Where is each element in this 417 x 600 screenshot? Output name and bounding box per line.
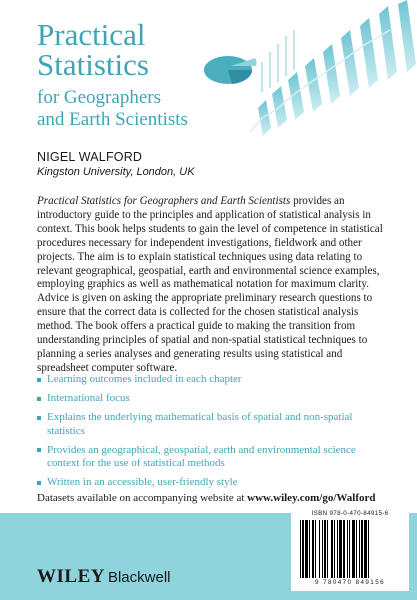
website-link[interactable]: www.wiley.com/go/Walford <box>247 492 376 504</box>
blurb-book-title: Practical Statistics for Geographers and Earth Scientists <box>37 195 291 207</box>
barcode-icon <box>300 520 400 578</box>
wiley-wordmark: WILEY <box>37 566 105 587</box>
bullet-icon <box>37 416 41 420</box>
barcode-stripe <box>347 520 348 578</box>
barcode-stripe <box>349 520 350 578</box>
feature-list <box>37 373 387 495</box>
title-line-2: Statistics <box>37 47 149 82</box>
barcode-stripe <box>319 520 320 578</box>
barcode-stripe <box>364 520 367 578</box>
bullet-icon <box>37 378 41 382</box>
list-item: Written in an accessible, user-friendly style <box>37 476 387 490</box>
barcode-stripe <box>331 520 333 578</box>
barcode-stripe <box>324 520 326 578</box>
barcode-stripe <box>302 520 304 578</box>
barcode-stripe <box>334 520 335 578</box>
barcode-stripe <box>327 520 328 578</box>
author-affiliation: Kingston University, London, UK <box>37 166 195 178</box>
barcode-panel <box>291 507 409 591</box>
list-item: International focus <box>37 392 387 406</box>
author-name: NIGEL WALFORD <box>37 150 143 164</box>
datasets-note: Datasets available on accompanying website at www.wiley.com/go/Walford <box>37 492 376 504</box>
barcode-stripe <box>315 520 316 578</box>
book-title <box>37 17 267 82</box>
barcode-stripe <box>300 520 301 578</box>
barcode-stripe <box>352 520 355 578</box>
barcode-stripe <box>339 520 342 578</box>
back-cover-blurb <box>37 195 383 376</box>
list-item: Learning outcomes included in each chapter <box>37 373 387 387</box>
barcode-stripe <box>343 520 345 578</box>
bullet-icon <box>37 448 41 452</box>
barcode-stripe <box>305 520 308 578</box>
isbn-text: ISBN 978-0-470-84915-6 <box>311 510 389 517</box>
bullet-icon <box>37 481 41 485</box>
barcode-stripe <box>359 520 360 578</box>
book-subtitle <box>37 87 287 131</box>
blackwell-wordmark: Blackwell <box>107 569 171 586</box>
subtitle-line-1: for Geographers <box>37 87 161 108</box>
barcode-stripe <box>312 520 314 578</box>
barcode-stripe <box>337 520 338 578</box>
barcode-stripe <box>368 520 369 578</box>
barcode-stripe <box>356 520 357 578</box>
barcode-stripe <box>322 520 323 578</box>
barcode-stripe <box>361 520 363 578</box>
barcode-stripe <box>309 520 310 578</box>
bullet-icon <box>37 397 41 401</box>
title-line-1: Practical <box>37 17 146 52</box>
publisher-logo <box>37 566 171 588</box>
subtitle-line-2: and Earth Scientists <box>37 109 188 130</box>
list-item: Provides an geographical, geospatial, earth and environmental science context for the use of statistical methods <box>37 444 387 471</box>
barcode-digits: 9 780470 849156 <box>314 579 386 586</box>
list-item: Explains the underlying mathematical basis of spatial and non-spatial statistics <box>37 411 387 438</box>
blurb-text: provides an introductory guide to the principles and application of statistical analysis in context. This book helps students to gain the level of competence in statistical procedures necessary for independent investigations, fieldwork and other projects. The aim is to explain statistical techniques using data relating to relevant geographical, geospatial, earth and environmental science examples, employing graphics as well as mathematical notation for maximum clarity. Advice is given on asking the appropriate preliminary research questions to ensure that the correct data is collected for the chosen statistical analysis method. The book offers a practical guide to making the transition from understanding principles of spatial and non-spatial statistical techniques to planning a series analyses and generating results using statistical and spreadsheet computer software. <box>37 195 383 374</box>
